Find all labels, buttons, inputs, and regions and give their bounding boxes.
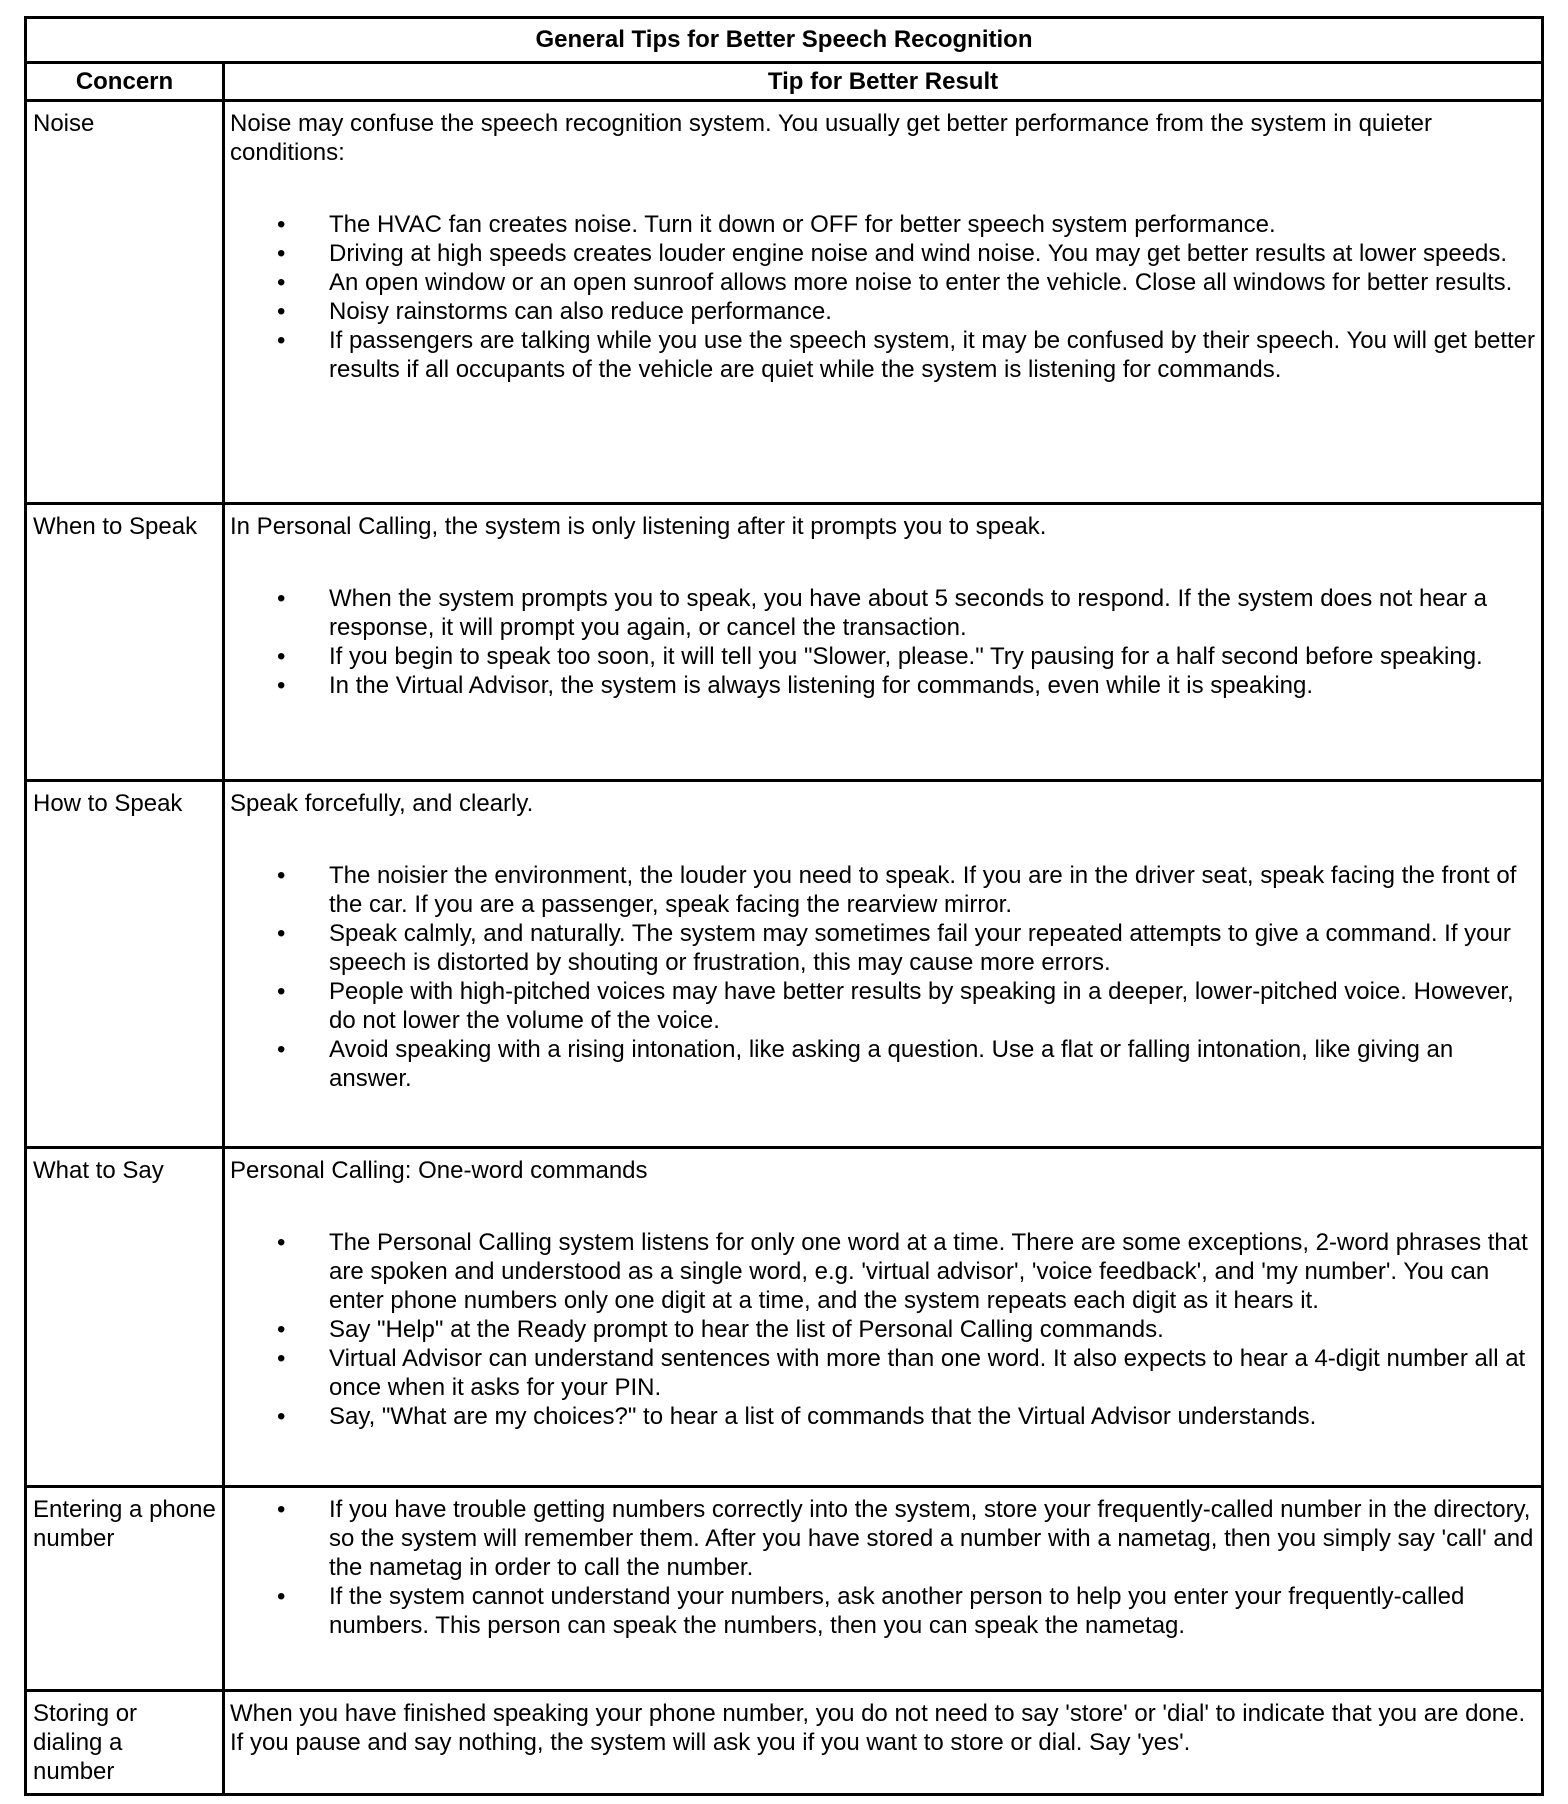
tip-how-to-speak xyxy=(230,789,1538,1093)
row-divider xyxy=(27,1485,1541,1488)
tip-bullet: • If the system cannot understand your numbers, ask another person to help you enter your frequently-called numbers. This person can speak the numbers, then you can speak the nametag. xyxy=(230,1582,1538,1640)
tip-bullet-list xyxy=(230,1495,1538,1640)
tip-entering-phone-number xyxy=(230,1495,1538,1640)
tip-intro: Personal Calling: One-word commands xyxy=(230,1157,648,1184)
tip-bullet: • Say "Help" at the Ready prompt to hear the list of Personal Calling commands. xyxy=(230,1315,1538,1344)
tip-bullet: • An open window or an open sunroof allows more noise to enter the vehicle. Close all windows for better results. xyxy=(230,268,1538,297)
header-tip: Tip for Better Result xyxy=(767,68,999,95)
row-divider xyxy=(27,779,1541,782)
tip-bullet-list xyxy=(230,861,1538,1093)
tip-intro: In Personal Calling, the system is only listening after it prompts you to speak. xyxy=(230,513,1047,540)
concern-how-to-speak: How to Speak xyxy=(33,790,183,817)
header-concern: Concern xyxy=(75,68,174,95)
tip-bullet-list xyxy=(230,1228,1538,1431)
tip-bullet: • The Personal Calling system listens for only one word at a time. There are some exceptions, 2-word phrases that are spoken and understood as a single word, e.g. 'virtual advisor', 'voice feedback', and 'my number'. You can enter phone numbers only one digit at a time, and the system repeats each digit as it hears it. xyxy=(230,1228,1538,1315)
table-title: General Tips for Better Speech Recognition xyxy=(27,19,1541,64)
concern-noise: Noise xyxy=(33,110,95,137)
row-divider xyxy=(27,1146,1541,1149)
row-divider xyxy=(27,1689,1541,1692)
tip-intro: When you have finished speaking your phone number, you do not need to say 'store' or 'dial' to indicate that you are done. If you pause and say nothing, the system will ask you if you want to store or dial. Say 'yes'. xyxy=(230,1700,1526,1756)
tip-bullet: • When the system prompts you to speak, you have about 5 seconds to respond. If the system does not hear a response, it will prompt you again, or cancel the transaction. xyxy=(230,584,1538,642)
tip-bullet: • Speak calmly, and naturally. The system may sometimes fail your repeated attempts to give a command. If your speech is distorted by shouting or frustration, this may cause more errors. xyxy=(230,919,1538,977)
concern-when-to-speak: When to Speak xyxy=(33,513,198,540)
tip-when-to-speak xyxy=(230,512,1538,700)
tip-bullet-list xyxy=(230,210,1538,384)
header-divider xyxy=(27,99,1541,102)
tip-intro: Noise may confuse the speech recognition system. You usually get better performance from the system in quieter conditions: xyxy=(230,110,1432,166)
row-divider xyxy=(27,502,1541,505)
concern-what-to-say: What to Say xyxy=(33,1157,164,1184)
tip-bullet: • Say, "What are my choices?" to hear a list of commands that the Virtual Advisor understands. xyxy=(230,1402,1538,1431)
tip-storing-dialing xyxy=(230,1699,1538,1757)
tip-bullet: • People with high-pitched voices may have better results by speaking in a deeper, lower-pitched voice. However, do not lower the volume of the voice. xyxy=(230,977,1538,1035)
tip-what-to-say xyxy=(230,1156,1538,1431)
tip-bullet: • Virtual Advisor can understand sentences with more than one word. It also expects to hear a 4-digit number all at once when it asks for your PIN. xyxy=(230,1344,1538,1402)
tip-bullet: • Avoid speaking with a rising intonation, like asking a question. Use a flat or falling intonation, like giving an answer. xyxy=(230,1035,1538,1093)
concern-storing-dialing: Storing or dialing a number xyxy=(33,1700,138,1785)
tip-bullet: • Driving at high speeds creates louder engine noise and wind noise. You may get better results at lower speeds. xyxy=(230,239,1538,268)
tip-bullet: • The noisier the environment, the louder you need to speak. If you are in the driver seat, speak facing the front of the car. If you are a passenger, speak facing the rearview mirror. xyxy=(230,861,1538,919)
tip-bullet-list xyxy=(230,584,1538,700)
tips-table xyxy=(24,16,1544,1796)
tip-noise xyxy=(230,109,1538,384)
tip-bullet: • In the Virtual Advisor, the system is always listening for commands, even while it is speaking. xyxy=(230,671,1538,700)
tip-bullet: • Noisy rainstorms can also reduce performance. xyxy=(230,297,1538,326)
tip-bullet: • If you begin to speak too soon, it will tell you "Slower, please." Try pausing for a half second before speaking. xyxy=(230,642,1538,671)
column-divider xyxy=(222,61,225,1793)
tip-bullet: • The HVAC fan creates noise. Turn it down or OFF for better speech system performance. xyxy=(230,210,1538,239)
tip-intro: Speak forcefully, and clearly. xyxy=(230,790,534,817)
tip-bullet: • If you have trouble getting numbers correctly into the system, store your frequently-called number in the directory, so the system will remember them. After you have stored a number with a nametag, then you simply say 'call' and the nametag in order to call the number. xyxy=(230,1495,1538,1582)
tip-bullet: • If passengers are talking while you use the speech system, it may be confused by their speech. You will get better results if all occupants of the vehicle are quiet while the system is listening for commands. xyxy=(230,326,1538,384)
concern-entering-phone-number: Entering a phone number xyxy=(33,1496,216,1552)
